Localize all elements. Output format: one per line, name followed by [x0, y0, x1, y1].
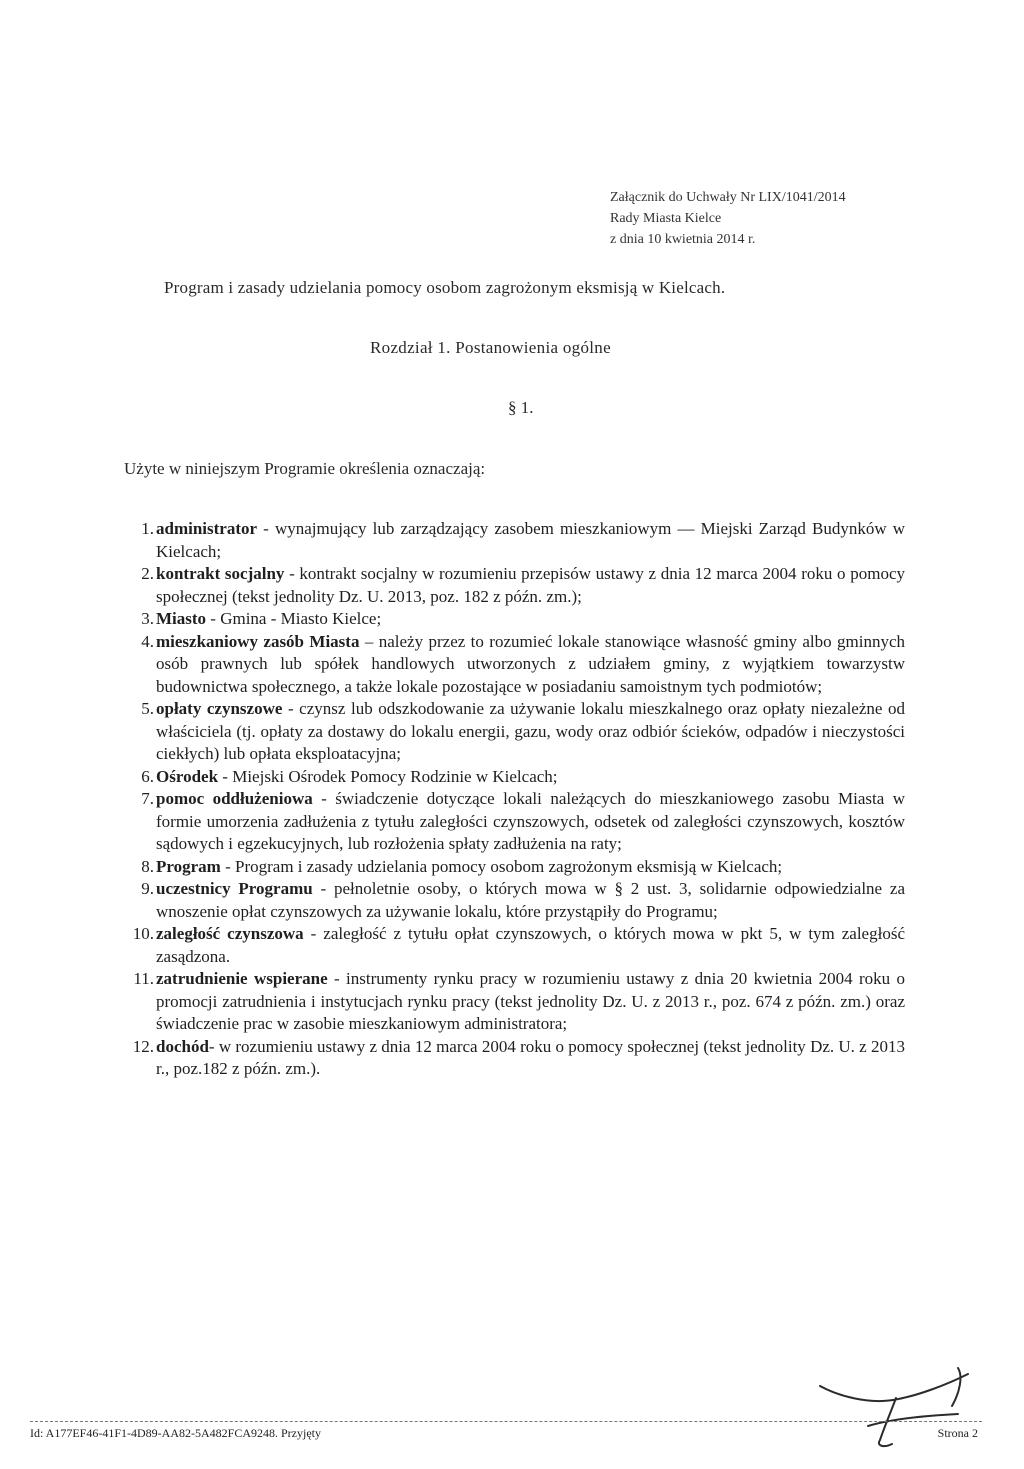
item-number: 8.: [141, 856, 154, 876]
footer-document-id: Id: A177EF46-41F1-4D89-AA82-5A482FCA9248. Przyjęty: [30, 1426, 321, 1440]
definition-item: [116, 878, 905, 923]
definition-term: administrator: [156, 519, 258, 538]
footer-divider: [30, 1421, 982, 1422]
definition-text: - Program i zasady udzielania pomocy osobom zagrożonym eksmisją w Kielcach;: [220, 856, 783, 876]
definition-item: [116, 563, 905, 608]
definition-text: - czynsz lub odszkodowanie za używanie lokalu mieszkalnego oraz opłaty niezależne od właściciela (tj. opłaty za dostawy do lokalu energii, gazu, wody oraz odbiór ścieków, odpadów i nieczystości ciekłych) lub opłata eksploatacyjna;: [156, 699, 905, 763]
item-number: 10.: [132, 924, 154, 943]
paragraph-mark: § 1.: [508, 398, 534, 417]
footer-page-number: Strona 2: [937, 1426, 978, 1440]
item-number: 4.: [141, 631, 154, 651]
definition-item: [116, 1036, 905, 1081]
definition-text: – należy przez to rozumieć lokale stanowiące własność gminy albo gminnych osób prawnych lub spółek handlowych utworzonych z udziałem gminy, z wyjątkiem towarzystw budownictwa społecznego, a także lokale pozostające w posiadaniu samoistnym tych podmiotów;: [156, 631, 905, 696]
definition-term: zaległość czynszowa: [156, 924, 304, 943]
item-number: 2.: [141, 564, 154, 583]
item-number: 5.: [141, 699, 154, 718]
chapter-heading: Rozdział 1. Postanowienia ogólne: [370, 338, 611, 357]
definition-item: [116, 698, 905, 766]
definition-text: - zaległość z tytułu opłat czynszowych, o których mowa w pkt 5, w tym zaległość zasądzona.: [156, 924, 905, 966]
definition-term: Miasto: [156, 609, 207, 628]
definition-term: mieszkaniowy zasób Miasta: [156, 631, 360, 651]
item-number: 6.: [141, 766, 154, 786]
item-number: 9.: [141, 879, 154, 898]
definition-term: uczestnicy Programu: [156, 879, 313, 898]
definition-text: - Miejski Ośrodek Pomocy Rodzinie w Kielcach;: [218, 766, 558, 786]
attachment-line-2: Rady Miasta Kielce: [610, 211, 722, 226]
definition-text: - pełnoletnie osoby, o których mowa w § 2 ust. 3, solidarnie odpowiedzialne za wnoszenie opłat czynszowych za używanie lokalu, które przystąpiły do Programu;: [156, 879, 905, 921]
definition-term: Program: [156, 856, 221, 876]
definition-item: [116, 631, 905, 699]
item-number: 12.: [132, 1036, 154, 1056]
definition-text: - świadczenie dotyczące lokali należących do mieszkaniowego zasobu Miasta w formie umorzenia zadłużenia z tytułu zaległości czynszowych, odsetek od zaległości czynszowych, kosztów sądowych i egzekucyjnych, lub rozłożenia spłaty zadłużenia na raty;: [156, 789, 905, 853]
definition-item: [116, 923, 905, 968]
definition-term: kontrakt socjalny: [156, 564, 285, 583]
definition-item: [116, 766, 905, 789]
definition-term: Ośrodek: [156, 766, 219, 786]
definition-term: pomoc oddłużeniowa: [156, 789, 313, 808]
attachment-header: [610, 187, 846, 250]
definition-term: dochód: [156, 1036, 209, 1056]
definition-text: - Gmina - Miasto Kielce;: [206, 609, 382, 628]
definition-item: [116, 968, 905, 1036]
definition-text: - kontrakt socjalny w rozumieniu przepisów ustawy z dnia 12 marca 2004 roku o pomocy społecznej (tekst jednolity Dz. U. 2013, poz. 182 z późn. zm.);: [156, 564, 905, 606]
definition-item: [116, 856, 905, 879]
item-number: 1.: [141, 519, 154, 538]
definition-term: opłaty czynszowe: [156, 699, 283, 718]
document-title: Program i zasady udzielania pomocy osobom zagrożonym eksmisją w Kielcach.: [164, 278, 726, 297]
definition-item: [116, 608, 905, 631]
intro-text: Użyte w niniejszym Programie określenia oznaczają:: [124, 459, 486, 478]
definition-text: - instrumenty rynku pracy w rozumieniu ustawy z dnia 20 kwietnia 2004 roku o promocji zatrudnienia i instytucjach rynku pracy (tekst jednolity Dz. U. z 2013 r., poz. 674 z późn. zm.) oraz świadczenie prac w zasobie mieszkaniowym administratora;: [156, 969, 905, 1033]
definition-term: zatrudnienie wspierane: [156, 969, 328, 988]
definition-text: - w rozumieniu ustawy z dnia 12 marca 2004 roku o pomocy społecznej (tekst jednolity Dz. U. z 2013 r., poz.182 z późn. zm.).: [156, 1036, 905, 1078]
definitions-list: [116, 518, 905, 1081]
definition-item: [116, 518, 905, 563]
definition-text: - wynajmujący lub zarządzający zasobem mieszkaniowym — Miejski Zarząd Budynków w Kielcach;: [156, 519, 905, 561]
item-number: 11.: [133, 969, 154, 988]
item-number: 3.: [141, 609, 154, 628]
item-number: 7.: [141, 789, 154, 808]
attachment-line-3: z dnia 10 kwietnia 2014 r.: [610, 232, 756, 247]
definition-item: [116, 788, 905, 856]
attachment-line-1: Załącznik do Uchwały Nr LIX/1041/2014: [610, 190, 846, 205]
